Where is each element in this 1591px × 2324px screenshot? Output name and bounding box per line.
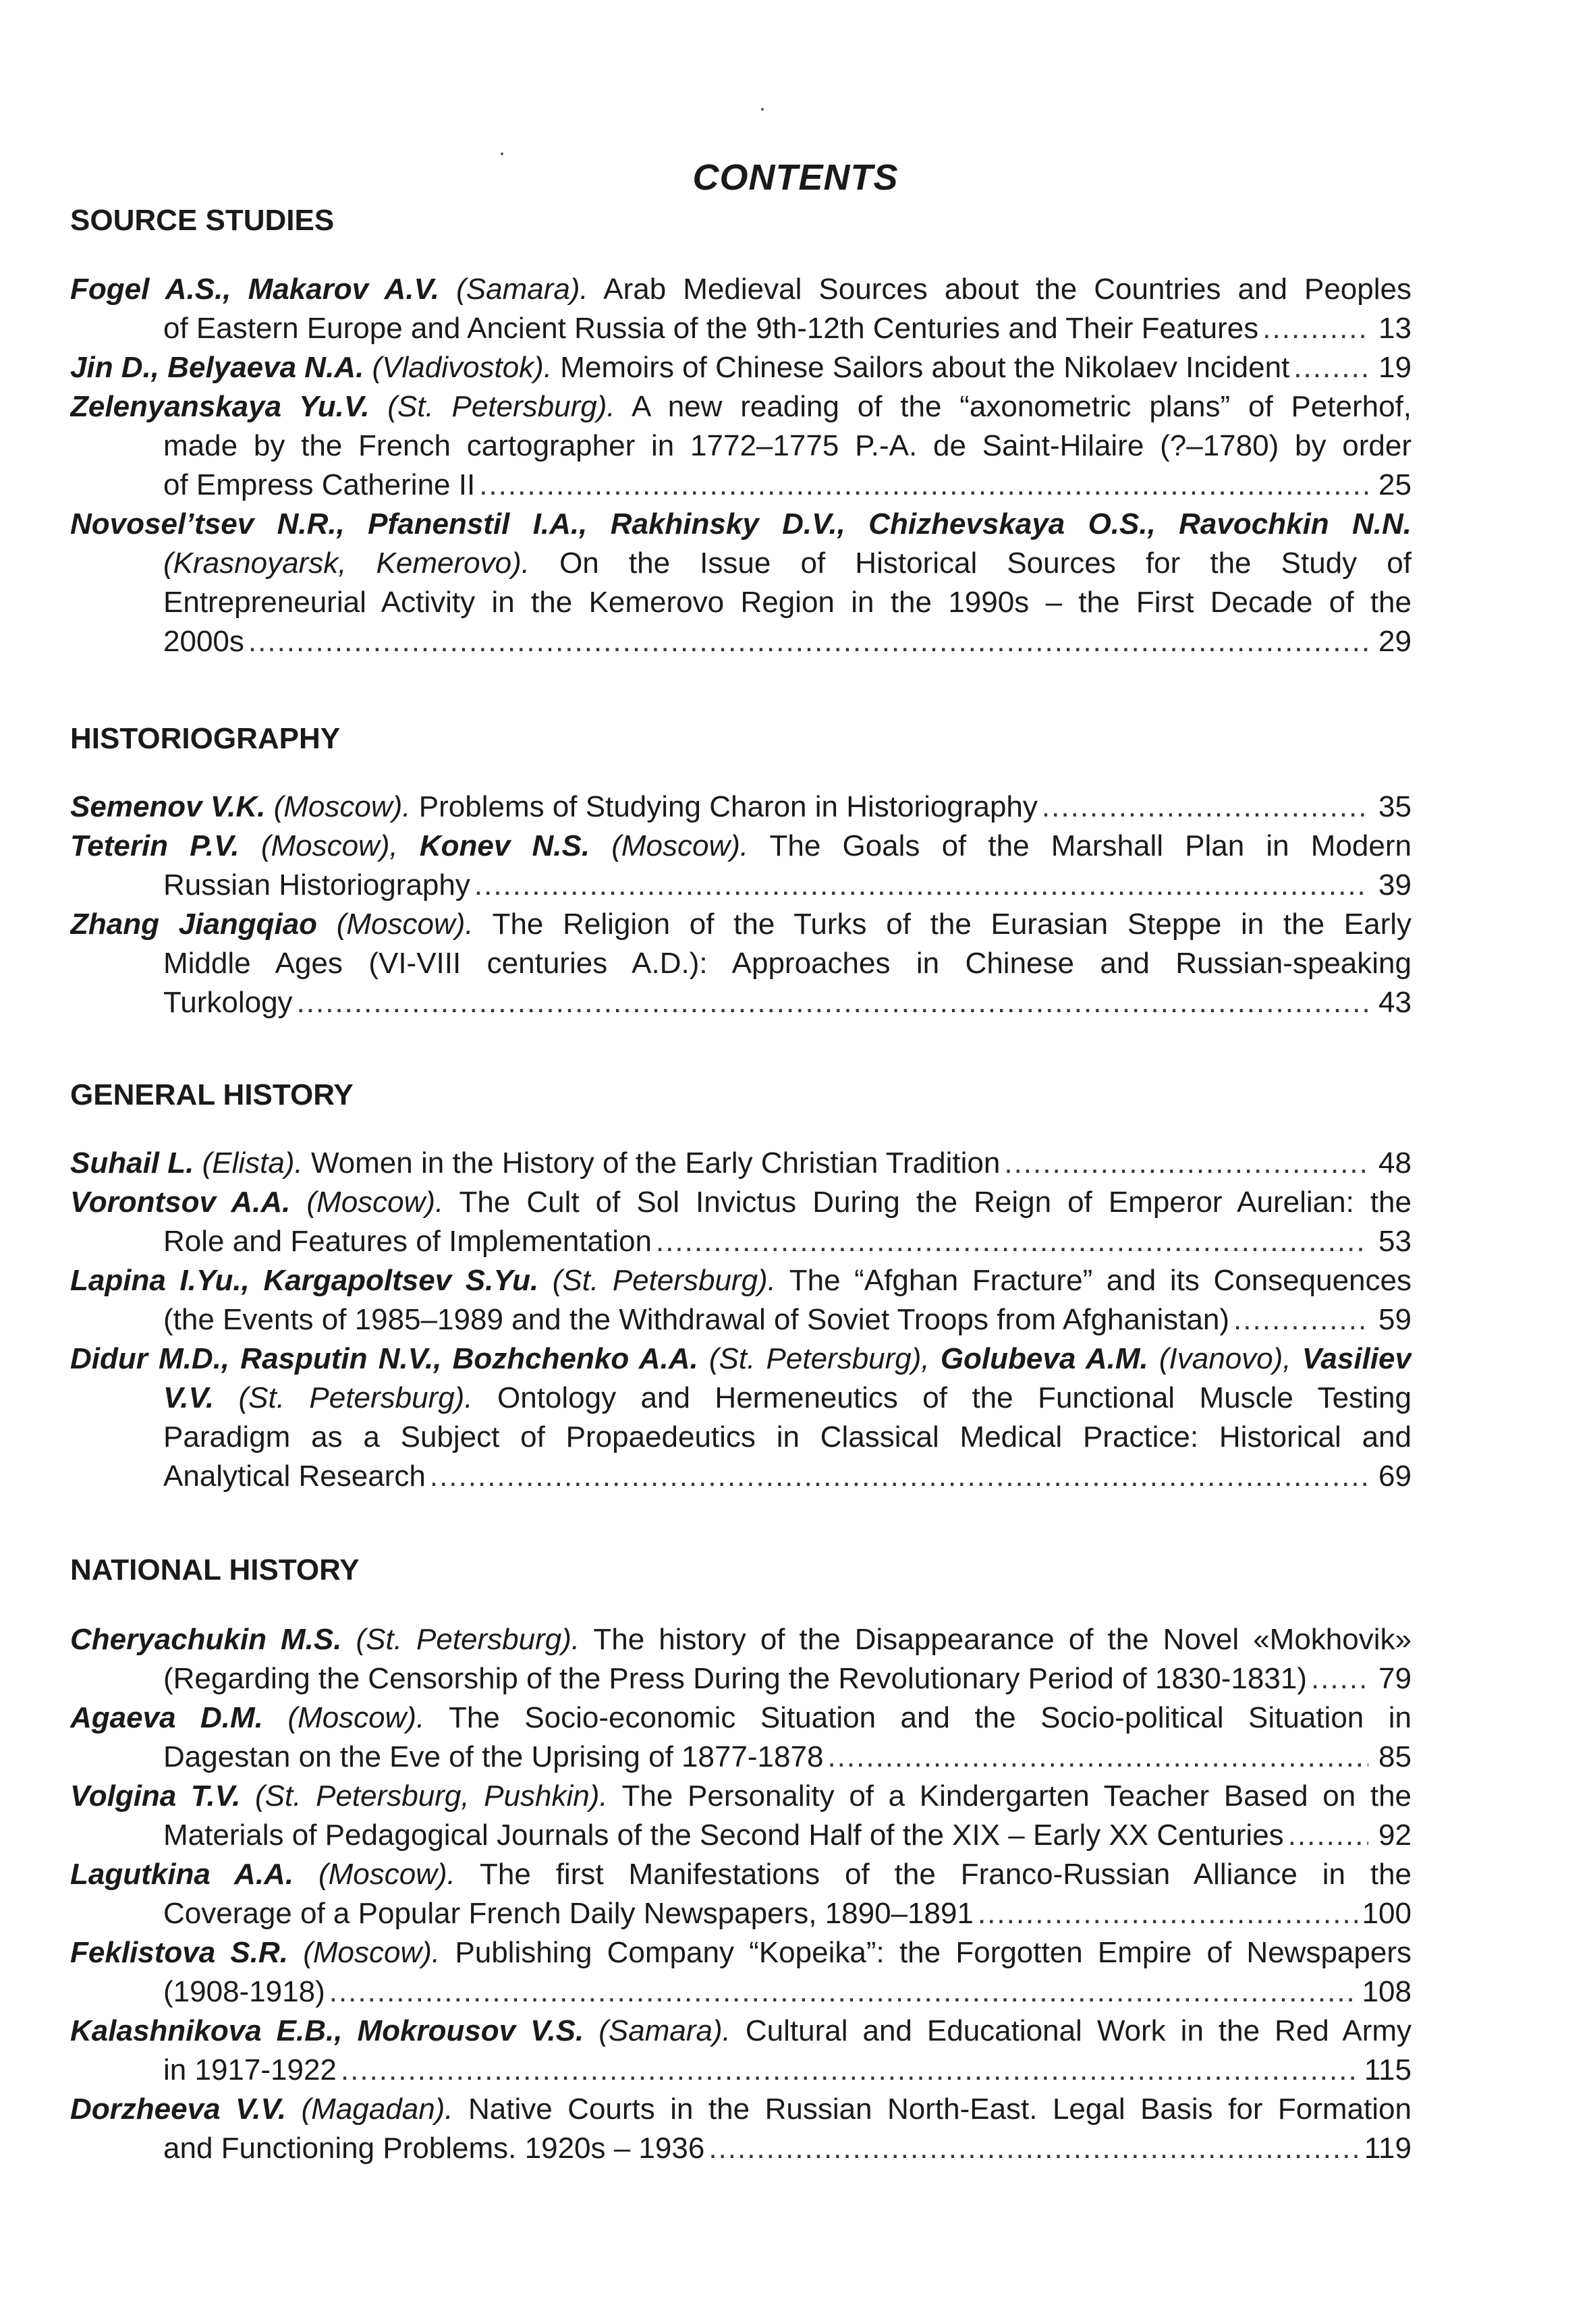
dot-leader bbox=[329, 1972, 1358, 2012]
entry-authors: Teterin P.V. bbox=[70, 829, 240, 862]
dot-leader bbox=[1233, 1300, 1368, 1339]
page-number: 100 bbox=[1362, 1897, 1412, 1930]
entry-line-text bbox=[163, 1816, 1284, 1855]
entry-line-text bbox=[70, 348, 1289, 387]
dot-leader bbox=[479, 466, 1368, 505]
entry-title: Women in the History of the Early Christian Tradition bbox=[302, 1146, 1001, 1180]
entry-authors: Lapina I.Yu., Kargapoltsev S.Yu. bbox=[70, 1264, 539, 1297]
page-number: 59 bbox=[1378, 1303, 1412, 1336]
entry-title: Dagestan on the Eve of the Uprising of 1877-1878 bbox=[163, 1740, 824, 1773]
entry-title: in 1917-1922 bbox=[163, 2053, 337, 2086]
entry-line bbox=[70, 1261, 1412, 1300]
entry-line bbox=[70, 983, 1412, 1022]
entry-line-text bbox=[163, 1738, 823, 1777]
toc-entry[interactable] bbox=[70, 827, 1412, 905]
entry-line-text bbox=[163, 866, 470, 905]
entry-title: Ontology and Hermeneutics of the Functional Muscle Testing bbox=[497, 1381, 1412, 1414]
section-heading: SOURCE STUDIES bbox=[70, 204, 335, 237]
entry-title: Entrepreneurial Activity in the Kemerovo Region in the 1990s – the First Decade of the bbox=[163, 586, 1412, 619]
page-number: 19 bbox=[1378, 351, 1412, 384]
entry-line bbox=[70, 905, 1412, 944]
entry-authors: Jin D., Belyaeva N.A. bbox=[70, 351, 364, 384]
entry-line bbox=[70, 1222, 1412, 1261]
entry-authors: Lagutkina A.A. bbox=[70, 1858, 294, 1891]
entry-line bbox=[70, 1300, 1412, 1339]
entry-line bbox=[70, 1933, 1412, 1972]
toc-entry[interactable] bbox=[70, 1620, 1412, 1698]
entry-line bbox=[70, 309, 1412, 348]
entry-location: (Moscow). bbox=[336, 908, 474, 941]
entry-authors: Cheryachukin M.S. bbox=[70, 1623, 342, 1656]
entry-line bbox=[70, 1972, 1412, 2012]
toc-entry[interactable] bbox=[70, 905, 1412, 1022]
toc-entry[interactable] bbox=[70, 348, 1412, 387]
dot-leader bbox=[297, 983, 1368, 1022]
entry-title: Materials of Pedagogical Journals of the Second Half of the XIX – Early XX Centuries bbox=[163, 1819, 1284, 1852]
entry-title: Memoirs of Chinese Sailors about the Nikolaev Incident bbox=[552, 351, 1290, 384]
section-heading: NATIONAL HISTORY bbox=[70, 1553, 360, 1586]
entry-line bbox=[70, 866, 1412, 905]
entry-line bbox=[70, 1379, 1412, 1418]
entry-location: (Moscow). bbox=[303, 1936, 441, 1969]
entry-title: On the Issue of Historical Sources for the Study of bbox=[559, 547, 1412, 580]
entry-line bbox=[70, 1144, 1412, 1183]
entry-location: (St. Petersburg, Pushkin). bbox=[254, 1779, 608, 1813]
entry-line bbox=[70, 1698, 1412, 1738]
entry-location: (Moscow). bbox=[611, 829, 749, 862]
entry-line-text bbox=[163, 1894, 974, 1933]
entry-line bbox=[70, 2129, 1412, 2168]
entry-title: of Empress Catherine II bbox=[163, 468, 476, 501]
page-number: 29 bbox=[1378, 625, 1412, 658]
entry-title: Turkology bbox=[163, 986, 293, 1019]
entry-title: Paradigm as a Subject of Propaedeutics in Classical Medical Practice: Historical and bbox=[163, 1420, 1412, 1454]
entry-location: (Ivanovo), bbox=[1159, 1342, 1291, 1375]
entry-title: (Regarding the Censorship of the Press During the Revolutionary Period of 1830-1831) bbox=[163, 1662, 1307, 1695]
toc-entry[interactable] bbox=[70, 1261, 1412, 1339]
entry-authors: Dorzheeva V.V. bbox=[70, 2093, 287, 2126]
entry-location: (Moscow). bbox=[306, 1186, 444, 1219]
dot-leader bbox=[978, 1894, 1358, 1933]
entry-authors: Vorontsov A.A. bbox=[70, 1186, 291, 1219]
entry-line bbox=[70, 1339, 1412, 1379]
entry-authors: Didur M.D., Rasputin N.V., Bozhchenko A.A. bbox=[70, 1342, 698, 1375]
entry-title: Role and Features of Implementation bbox=[163, 1225, 652, 1258]
entry-authors: Semenov V.K. bbox=[70, 790, 266, 823]
entry-authors: Feklistova S.R. bbox=[70, 1936, 289, 1969]
toc-entry[interactable] bbox=[70, 1777, 1412, 1855]
entry-line bbox=[70, 387, 1412, 426]
entry-location: (Vladivostok). bbox=[364, 351, 553, 384]
entry-title: The history of the Disappearance of the Novel «Mokhovik» bbox=[593, 1623, 1412, 1656]
section-heading: HISTORIOGRAPHY bbox=[70, 722, 341, 755]
page-number: 69 bbox=[1378, 1460, 1412, 1493]
entry-location: (Moscow). bbox=[318, 1858, 455, 1891]
entry-title: The Cult of Sol Invictus During the Reign of Emperor Aurelian: the bbox=[459, 1186, 1412, 1219]
entry-title: Arab Medieval Sources about the Countries and Peoples bbox=[603, 273, 1412, 306]
entry-line bbox=[70, 1738, 1412, 1777]
entry-authors: Volgina T.V. bbox=[70, 1779, 241, 1813]
entry-line bbox=[70, 466, 1412, 505]
toc-entry[interactable] bbox=[70, 387, 1412, 505]
toc-entry[interactable] bbox=[70, 505, 1412, 661]
page-number: 39 bbox=[1378, 868, 1412, 902]
dot-leader bbox=[1293, 348, 1368, 387]
entry-title: The first Manifestations of the Franco-Russian Alliance in the bbox=[479, 1858, 1412, 1891]
entry-line bbox=[70, 787, 1412, 827]
entry-authors: Fogel A.S., Makarov A.V. bbox=[70, 273, 440, 306]
entry-title: The Religion of the Turks of the Eurasian Steppe in the Early bbox=[492, 908, 1412, 941]
page-number: 53 bbox=[1378, 1225, 1412, 1258]
entry-title: Problems of Studying Charon in Historiography bbox=[410, 790, 1038, 823]
entry-title: made by the French cartographer in 1772–1775 P.-A. de Saint-Hilaire (?–1780) by order bbox=[163, 429, 1412, 462]
entry-location: (Samara). bbox=[598, 2014, 731, 2047]
entry-location: (Moscow). bbox=[265, 790, 411, 823]
entry-line bbox=[70, 2051, 1412, 2090]
entry-title: The Socio-economic Situation and the Socio-political Situation in bbox=[449, 1701, 1412, 1734]
entry-line-text bbox=[70, 1144, 1000, 1183]
entry-location: (Moscow). bbox=[287, 1701, 425, 1734]
entry-authors: Suhail L. bbox=[70, 1146, 194, 1180]
entry-line-text bbox=[163, 983, 293, 1022]
entry-line bbox=[70, 1816, 1412, 1855]
entry-title: (the Events of 1985–1989 and the Withdrawal of Soviet Troops from Afghanistan) bbox=[163, 1303, 1230, 1336]
dot-leader bbox=[1311, 1659, 1368, 1698]
entry-line-text bbox=[163, 1972, 325, 2012]
entry-line bbox=[70, 944, 1412, 983]
dot-leader bbox=[474, 866, 1368, 905]
entry-line-text bbox=[163, 1457, 426, 1496]
entry-title: of Eastern Europe and Ancient Russia of the 9th-12th Centuries and Their Features bbox=[163, 312, 1259, 345]
entry-location: (Samara). bbox=[456, 273, 588, 306]
entry-line bbox=[70, 583, 1412, 622]
entry-location: (St. Petersburg). bbox=[387, 390, 615, 423]
toc-entry[interactable] bbox=[70, 1339, 1412, 1496]
dot-leader bbox=[827, 1738, 1368, 1777]
entry-line bbox=[70, 1418, 1412, 1457]
page-number: 92 bbox=[1378, 1819, 1412, 1852]
entry-line bbox=[70, 2012, 1412, 2051]
entry-line-text bbox=[163, 2051, 337, 2090]
entry-title: Coverage of a Popular French Daily Newspapers, 1890–1891 bbox=[163, 1897, 974, 1930]
entry-line bbox=[70, 1855, 1412, 1894]
entry-location: (Moscow), bbox=[260, 829, 398, 862]
entry-location: (Magadan). bbox=[301, 2093, 453, 2126]
section-heading: GENERAL HISTORY bbox=[70, 1078, 354, 1111]
entry-line bbox=[70, 1457, 1412, 1496]
entry-location: (St. Petersburg). bbox=[238, 1381, 473, 1414]
toc-entry[interactable] bbox=[70, 1855, 1412, 1933]
toc-entry[interactable] bbox=[70, 1183, 1412, 1261]
entry-authors: Konev N.S. bbox=[419, 829, 590, 862]
entry-title: Russian Historiography bbox=[163, 868, 470, 902]
entry-line-text bbox=[163, 1659, 1307, 1698]
entry-title: and Functioning Problems. 1920s – 1936 bbox=[163, 2132, 705, 2165]
entry-line bbox=[70, 270, 1412, 309]
dot-leader bbox=[430, 1457, 1368, 1496]
entry-line bbox=[70, 1894, 1412, 1933]
entry-line bbox=[70, 1620, 1412, 1659]
dot-leader bbox=[341, 2051, 1360, 2090]
page-number: 25 bbox=[1378, 468, 1412, 501]
page-number: 79 bbox=[1378, 1662, 1412, 1695]
entry-line bbox=[70, 426, 1412, 466]
page-title: CONTENTS bbox=[692, 157, 899, 198]
dot-leader bbox=[708, 2129, 1360, 2168]
entry-line bbox=[70, 2090, 1412, 2129]
toc-entry[interactable] bbox=[70, 1933, 1412, 2012]
entry-line-text bbox=[163, 466, 475, 505]
entry-authors: Zhang Jiangqiao bbox=[70, 908, 318, 941]
entry-line-text bbox=[163, 309, 1258, 348]
page-number: 43 bbox=[1378, 986, 1412, 1019]
entry-authors: Novosel’tsev N.R., Pfanenstil I.A., Rakhinsky D.V., Chizhevskaya O.S., Ravochkin N.N. bbox=[70, 507, 1412, 541]
entry-line-text bbox=[163, 622, 244, 661]
entry-line bbox=[70, 348, 1412, 387]
toc-entry[interactable] bbox=[70, 1698, 1412, 1777]
entry-title: Publishing Company “Kopeika”: the Forgotten Empire of Newspapers bbox=[455, 1936, 1412, 1969]
page-number: 48 bbox=[1378, 1146, 1412, 1180]
entry-location: (St. Petersburg), bbox=[708, 1342, 930, 1375]
entry-line-text bbox=[163, 2129, 704, 2168]
dot-leader bbox=[1004, 1144, 1368, 1183]
entry-line bbox=[70, 622, 1412, 661]
toc-entry[interactable] bbox=[70, 1144, 1412, 1183]
dot-leader bbox=[1288, 1816, 1368, 1855]
entry-title: Native Courts in the Russian North-East. Legal Basis for Formation bbox=[468, 2093, 1412, 2126]
page-number: 119 bbox=[1364, 2132, 1412, 2165]
entry-authors: Golubeva A.M. bbox=[940, 1342, 1148, 1375]
entry-line bbox=[70, 544, 1412, 583]
toc-entry[interactable] bbox=[70, 787, 1412, 827]
entry-authors: Kalashnikova E.B., Mokrousov V.S. bbox=[70, 2014, 584, 2047]
page-number: 13 bbox=[1378, 312, 1412, 345]
dot-leader bbox=[248, 622, 1368, 661]
entry-authors: Zelenyanskaya Yu.V. bbox=[70, 390, 370, 423]
page-number: 85 bbox=[1378, 1740, 1412, 1773]
page-number: 108 bbox=[1362, 1975, 1412, 2008]
entry-line bbox=[70, 827, 1412, 866]
entry-line bbox=[70, 1183, 1412, 1222]
entry-title: Cultural and Educational Work in the Red Army bbox=[745, 2014, 1412, 2047]
entry-title: Middle Ages (VI-VIII centuries A.D.): Approaches in Chinese and Russian-speaking bbox=[163, 947, 1412, 980]
entry-title: (1908-1918) bbox=[163, 1975, 325, 2008]
entry-title: The Personality of a Kindergarten Teacher Based on the bbox=[621, 1779, 1412, 1813]
page-number: 115 bbox=[1364, 2053, 1412, 2086]
entry-location: (Krasnoyarsk, Kemerovo). bbox=[163, 547, 530, 580]
entry-location: (St. Petersburg). bbox=[552, 1264, 776, 1297]
entry-title: The “Afghan Fracture” and its Consequences bbox=[789, 1264, 1412, 1297]
entry-line bbox=[70, 1777, 1412, 1816]
entry-authors: Agaeva D.M. bbox=[70, 1701, 263, 1734]
toc-entry[interactable] bbox=[70, 2090, 1412, 2168]
entry-authors: V.V. bbox=[163, 1381, 215, 1414]
entry-line-text bbox=[163, 1300, 1229, 1339]
entry-title: 2000s bbox=[163, 625, 244, 658]
entry-line-text bbox=[163, 1222, 652, 1261]
entry-title: Analytical Research bbox=[163, 1460, 426, 1493]
dot-leader bbox=[1262, 309, 1368, 348]
entry-location: (Elista). bbox=[194, 1146, 303, 1180]
toc-entry[interactable] bbox=[70, 2012, 1412, 2090]
dot-leader bbox=[1042, 787, 1368, 827]
entry-line bbox=[70, 1659, 1412, 1698]
toc-entry[interactable] bbox=[70, 270, 1412, 348]
dot-leader bbox=[656, 1222, 1368, 1261]
entry-title: A new reading of the “axonometric plans” of Peterhof, bbox=[631, 390, 1412, 423]
page-number: 35 bbox=[1378, 790, 1412, 823]
entry-title: The Goals of the Marshall Plan in Modern bbox=[769, 829, 1412, 862]
scan-speck bbox=[761, 108, 764, 111]
entry-line-text bbox=[70, 787, 1038, 827]
entry-authors: Vasiliev bbox=[1302, 1342, 1412, 1375]
scan-speck bbox=[501, 153, 503, 155]
entry-line bbox=[70, 505, 1412, 544]
entry-location: (St. Petersburg). bbox=[356, 1623, 580, 1656]
